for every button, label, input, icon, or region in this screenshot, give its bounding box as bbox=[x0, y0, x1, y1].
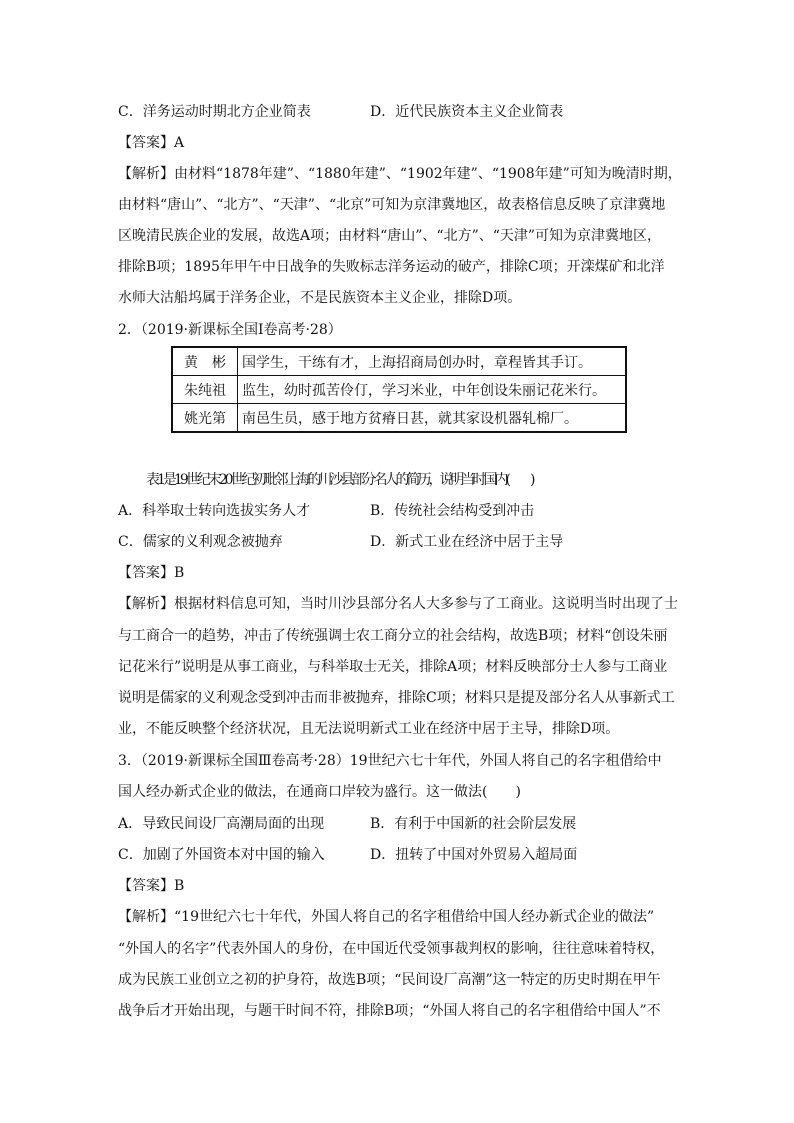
table-row bbox=[172, 404, 626, 433]
q3-stem-line-2: 国人经办新式企业的做法，在通商口岸较为盛行。这一做法( ) bbox=[118, 784, 521, 800]
q2-material-table bbox=[171, 346, 627, 433]
q3-analysis-line-1: 【解析】“19世纪六七十年代，外国人将自己的名字租借给中国人经办新式企业的做法” bbox=[118, 909, 655, 925]
q3-analysis-label: 【解析】 bbox=[118, 909, 174, 925]
table-cell-desc: 监生，幼时孤苦伶仃，学习米业，中年创设朱丽记花米行。 bbox=[238, 376, 627, 404]
table-row bbox=[172, 347, 626, 376]
q1-option-d: D．近代民族资本主义企业简表 bbox=[370, 104, 564, 120]
q2-analysis-line-3: 记花米行”说明是从事工商业，与科举取士无关，排除A项；材料反映部分士人参与工商业 bbox=[118, 659, 668, 675]
q1-analysis-label: 【解析】 bbox=[118, 166, 174, 182]
q1-analysis-line-1: 【解析】由材料“1878年建”、“1880年建”、“1902年建”、“1908年建”可知为晚清时期， bbox=[118, 166, 682, 182]
q1-option-c: C．洋务运动时期北方企业简表 bbox=[118, 104, 311, 120]
table-cell-name: 朱纯祖 bbox=[172, 376, 238, 404]
q1-analysis-line-4: 排除B项；1895年甲午中日战争的失败标志洋务运动的破产，排除C项；开滦煤矿和北洋 bbox=[118, 259, 665, 275]
q2-header: 2．（2019·新课标全国Ⅰ卷高考·28） bbox=[118, 322, 342, 338]
q3-stem-line-1: 3．（2019·新课标全国Ⅲ卷高考·28）19世纪六七十年代，外国人将自己的名字租借给中 bbox=[118, 753, 662, 769]
q3-option-b: B．有利于中国新的社会阶层发展 bbox=[370, 816, 577, 832]
q3-analysis-line-2: “外国人的名字”代表外国人的身份，在中国近代受领事裁判权的影响，往往意味着特权， bbox=[118, 941, 665, 957]
q2-analysis-line-5: 业，不能反映整个经济状况，且无法说明新式工业在经济中居于主导，排除D项。 bbox=[118, 721, 620, 737]
q1-analysis-line-3: 区晚清民族企业的发展，故选A项；由材料“唐山”、“北方”、“天津”可知为京津冀地区， bbox=[118, 228, 662, 244]
q2-analysis-label: 【解析】 bbox=[118, 596, 174, 612]
q2-option-c: C．儒家的义利观念被抛弃 bbox=[118, 534, 283, 550]
q3-option-c: C．加剧了外国资本对中国的输入 bbox=[118, 847, 325, 863]
q2-stem: 表1是19世纪末20世纪初毗邻上海的川沙县部分名人的简历，说明当时国内( ) bbox=[146, 472, 533, 488]
q3-option-d: D．扭转了中国对外贸易入超局面 bbox=[370, 847, 578, 863]
q2-option-d: D．新式工业在经济中居于主导 bbox=[370, 534, 564, 550]
q2-option-b: B．传统社会结构受到冲击 bbox=[370, 503, 535, 519]
q3-answer: 【答案】B bbox=[118, 878, 185, 894]
q2-analysis-line-2: 与工商合一的趋势，冲击了传统强调士农工商分立的社会结构，故选B项；材料“创设朱丽 bbox=[118, 628, 668, 644]
q2-analysis-line-1: 【解析】根据材料信息可知，当时川沙县部分名人大多参与了工商业。这说明当时出现了士 bbox=[118, 596, 678, 612]
table-cell-name: 姚光第 bbox=[172, 404, 238, 433]
q3-analysis-line-3: 成为民族工业创立之初的护身符，故选B项；“民间设厂高潮”这一特定的历史时期在甲午 bbox=[118, 972, 661, 988]
q1-analysis-line-5: 水师大沽船坞属于洋务企业，不是民族资本主义企业，排除D项。 bbox=[118, 290, 522, 306]
q2-answer: 【答案】B bbox=[118, 565, 185, 581]
q2-analysis-line-4: 说明是儒家的义利观念受到冲击而非被抛弃，排除C项；材料只是提及部分名人从事新式工 bbox=[118, 690, 675, 706]
q3-option-a: A．导致民间设厂高潮局面的出现 bbox=[118, 816, 325, 832]
table-cell-name: 黄 彬 bbox=[172, 347, 238, 376]
q2-option-a: A．科举取士转向选拔实务人才 bbox=[118, 503, 311, 519]
q1-answer: 【答案】A bbox=[118, 135, 185, 151]
q1-analysis-line-2: 由材料“唐山”、“北方”、“天津”、“北京”可知为京津冀地区，故表格信息反映了京津冀地 bbox=[118, 197, 666, 213]
q3-analysis-line-4: 战争后才开始出现，与题干时间不符，排除B项；“外国人将自己的名字租借给中国人”不 bbox=[118, 1003, 661, 1019]
table-row bbox=[172, 376, 626, 404]
table-cell-desc: 南邑生员，感于地方贫瘠日甚，就其家设机器轧棉厂。 bbox=[238, 404, 627, 433]
table-cell-desc: 国学生，干练有才，上海招商局创办时，章程皆其手订。 bbox=[238, 347, 627, 376]
